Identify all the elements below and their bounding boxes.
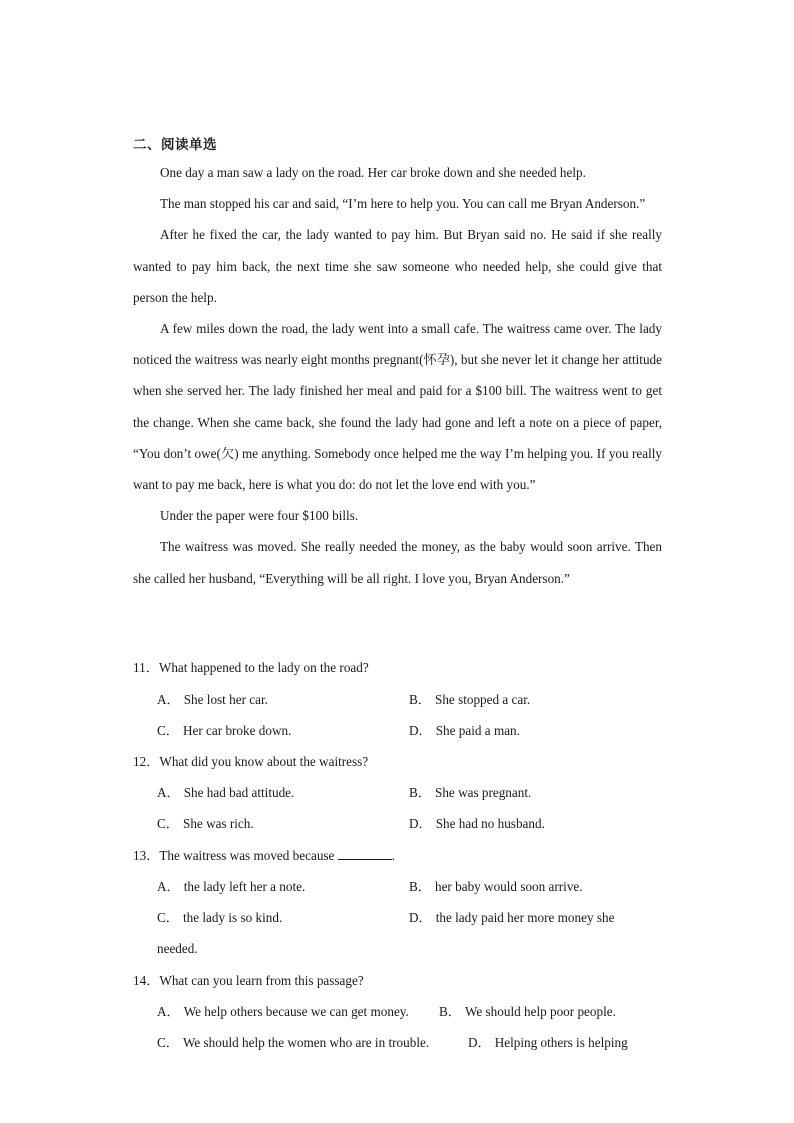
option-a[interactable] <box>157 782 294 804</box>
option-text: She paid a man. <box>435 723 520 738</box>
option-letter: B． <box>409 785 431 800</box>
passage-paragraph: The waitress was moved. She really needed the money, as the baby would soon arrive. Then she called her husband, “Everything will be all right. I love you, Bryan Anderson.” <box>133 539 662 586</box>
option-text: the lady paid her more money she <box>435 910 615 925</box>
option-text: She stopped a car. <box>434 692 531 707</box>
option-text: the lady is so kind. <box>182 910 283 925</box>
option-letter: C． <box>157 723 179 738</box>
option-letter: C． <box>157 1035 179 1050</box>
question-text-end: . <box>391 848 396 863</box>
option-letter: A． <box>157 879 180 894</box>
reading-passage <box>133 157 662 594</box>
question-13 <box>133 845 395 867</box>
answer-blank[interactable] <box>338 845 392 860</box>
option-text: the lady left her a note. <box>183 879 306 894</box>
option-letter: A． <box>157 692 180 707</box>
option-text: Helping others is helping <box>494 1035 628 1050</box>
passage-paragraph: After he fixed the car, the lady wanted to pay him. But Bryan said no. He said if she really wanted to pay him back, the next time she saw someone who needed help, she could give that person the help. <box>133 227 662 305</box>
option-text: She was rich. <box>182 816 254 831</box>
option-text: She had no husband. <box>435 816 545 831</box>
question-14 <box>133 970 364 992</box>
question-text: What can you learn from this passage? <box>159 973 364 988</box>
question-number: 11． <box>133 660 159 675</box>
option-letter: A． <box>157 785 180 800</box>
option-text: needed. <box>157 941 198 956</box>
passage-paragraph: A few miles down the road, the lady went into a small cafe. The waitress came over. The lady noticed the waitress was nearly eight months pregnant(怀孕), but she never let it change her attitude when she served her. The lady finished her meal and paid for a $100 bill. The waitress went to get the change. When she came back, she found the lady had gone and left a note on a piece of paper, “You don’t owe(欠) me anything. Somebody once helped me the way I’m helping you. If you really want to pay me back, here is what you do: do not let the love end with you.” <box>133 321 662 493</box>
option-text: Her car broke down. <box>182 723 292 738</box>
option-b[interactable] <box>409 876 583 898</box>
option-c[interactable] <box>157 1032 429 1054</box>
option-a[interactable] <box>157 876 305 898</box>
option-letter: D． <box>468 1035 491 1050</box>
option-a[interactable] <box>157 689 268 711</box>
passage-paragraph: One day a man saw a lady on the road. Her car broke down and she needed help. <box>160 165 586 180</box>
option-letter: D． <box>409 910 432 925</box>
option-text: She had bad attitude. <box>183 785 295 800</box>
option-letter: A． <box>157 1004 180 1019</box>
option-letter: B． <box>409 879 431 894</box>
option-b[interactable] <box>409 782 531 804</box>
option-b[interactable] <box>409 689 530 711</box>
option-d[interactable] <box>409 813 545 835</box>
option-text: her baby would soon arrive. <box>434 879 583 894</box>
question-number: 12． <box>133 754 160 769</box>
option-text: She was pregnant. <box>434 785 532 800</box>
option-letter: B． <box>409 692 431 707</box>
section-heading: 二、阅读单选 <box>133 137 217 153</box>
option-text: She lost her car. <box>183 692 268 707</box>
question-12 <box>133 751 368 773</box>
option-b[interactable] <box>439 1001 616 1023</box>
option-d[interactable] <box>409 720 520 742</box>
option-c[interactable] <box>157 720 291 742</box>
option-letter: D． <box>409 816 432 831</box>
option-d[interactable] <box>409 907 614 929</box>
question-number: 14． <box>133 973 160 988</box>
question-text: What happened to the lady on the road? <box>158 660 369 675</box>
question-11 <box>133 657 369 679</box>
option-text: We should help poor people. <box>464 1004 616 1019</box>
option-d-continuation <box>157 938 198 960</box>
passage-paragraph: Under the paper were four $100 bills. <box>160 508 359 524</box>
question-text: The waitress was moved because <box>159 848 335 863</box>
question-number: 13． <box>133 848 160 863</box>
option-text: We help others because we can get money. <box>183 1004 409 1019</box>
option-d[interactable] <box>468 1032 628 1054</box>
option-letter: B． <box>439 1004 461 1019</box>
option-letter: D． <box>409 723 432 738</box>
option-letter: C． <box>157 910 179 925</box>
option-a[interactable] <box>157 1001 409 1023</box>
question-text: What did you know about the waitress? <box>159 754 369 769</box>
option-text: We should help the women who are in trouble. <box>182 1035 430 1050</box>
option-c[interactable] <box>157 813 254 835</box>
option-c[interactable] <box>157 907 282 929</box>
option-letter: C． <box>157 816 179 831</box>
passage-paragraph: The man stopped his car and said, “I’m here to help you. You can call me Bryan Anderson.” <box>160 196 646 212</box>
